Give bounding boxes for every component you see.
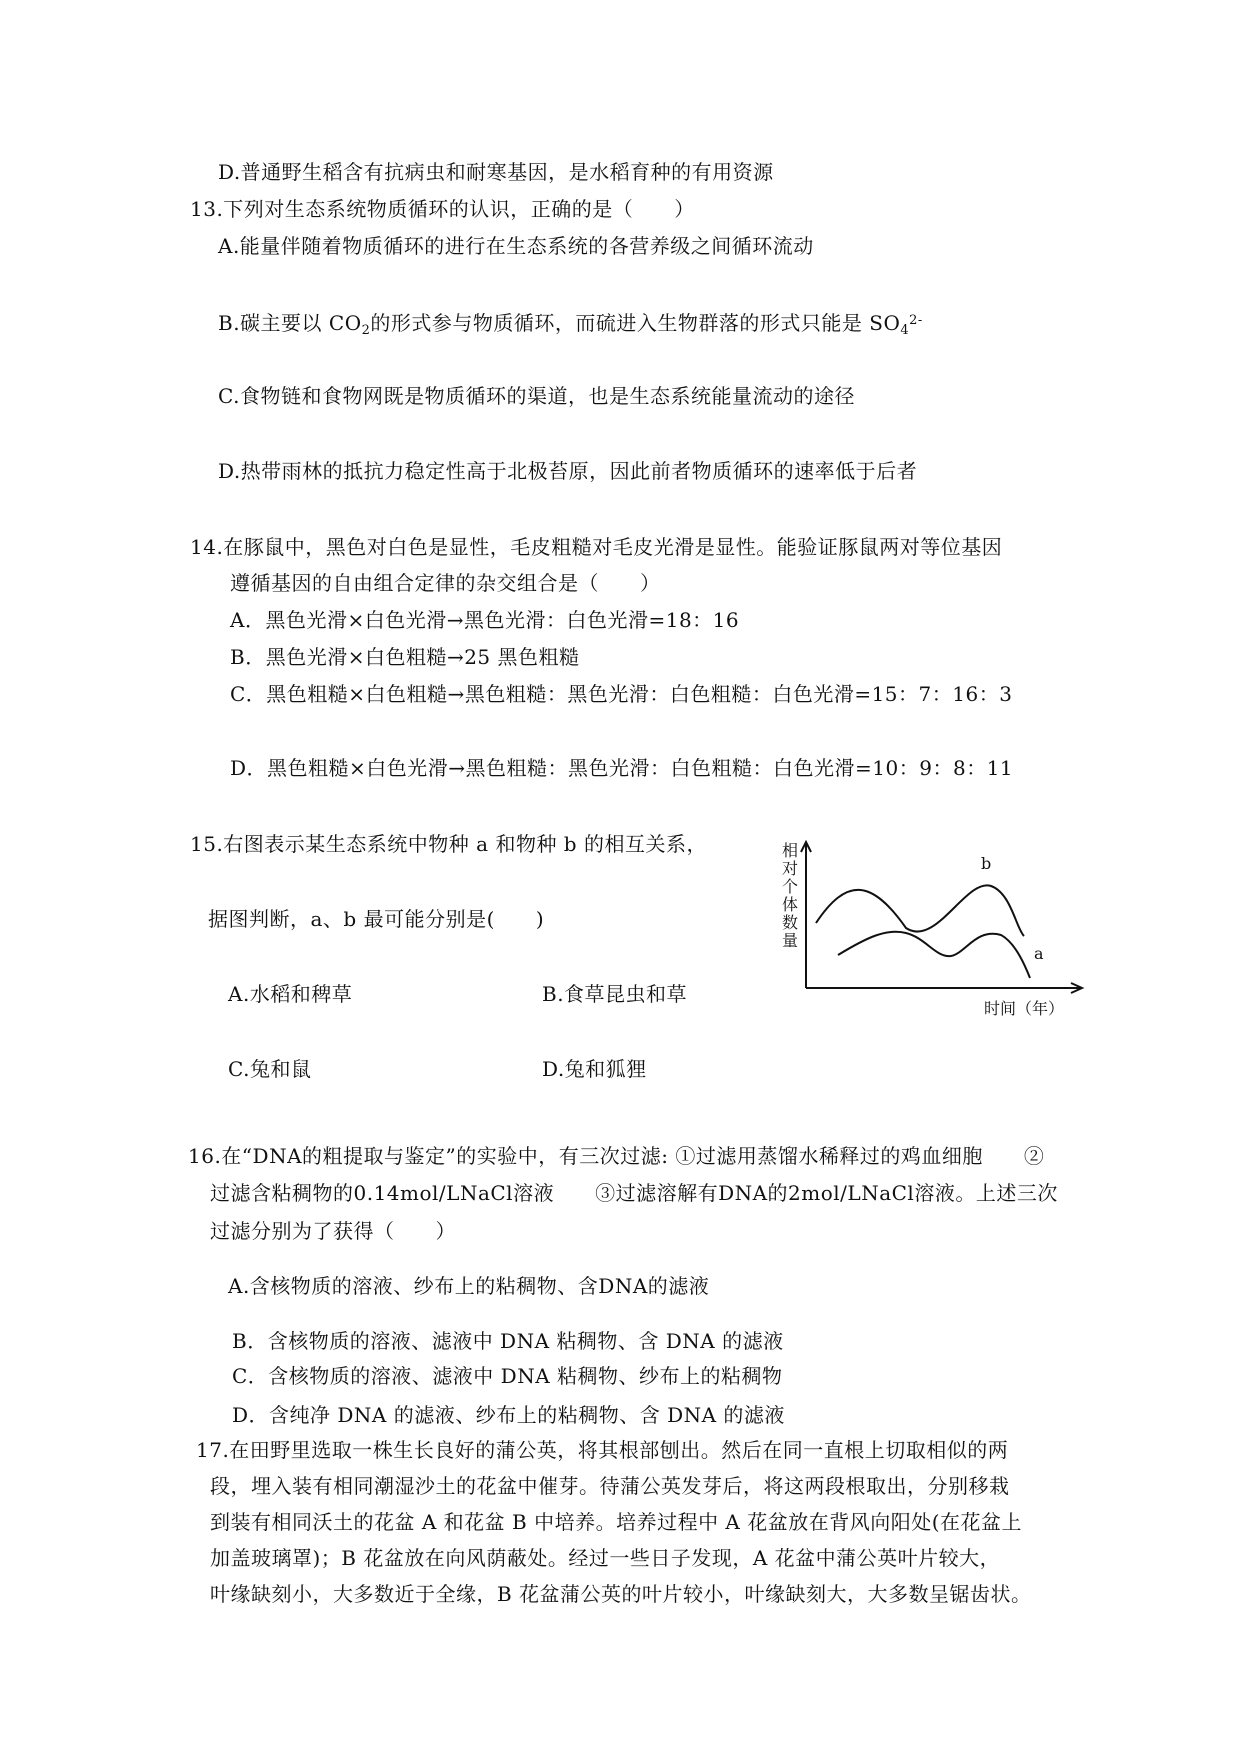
q17-line1: 17.在田野里选取一株生长良好的蒲公英，将其根部刨出。然后在同一直根上切取相似的两 — [196, 1438, 1009, 1462]
y-label-char: 体 — [782, 895, 799, 914]
q14-option-d: D．黑色粗糙×白色光滑→黑色粗糙：黑色光滑：白色粗糙：白色光滑=10：9：8：11 — [230, 756, 1014, 780]
q13-option-b — [218, 309, 923, 343]
q12-option-d: D.普通野生稻含有抗病虫和耐寒基因，是水稻育种的有用资源 — [218, 160, 774, 184]
q14-stem-line1: 14.在豚鼠中，黑色对白色是显性，毛皮粗糙对毛皮光滑是显性。能验证豚鼠两对等位基因 — [190, 535, 1003, 559]
curve-a — [838, 932, 1030, 978]
q13-b-mid: 的形式参与物质循环，而硫进入生物群落的形式只能是 SO — [370, 311, 901, 335]
q13-option-a: A.能量伴随着物质循环的进行在生态系统的各营养级之间循环流动 — [218, 234, 814, 258]
q13-b-sub: 2 — [361, 323, 371, 338]
q14-option-c: C．黑色粗糙×白色粗糙→黑色粗糙：黑色光滑：白色粗糙：白色光滑=15：7：16：3 — [230, 682, 1013, 706]
q14-stem-line2: 遵循基因的自由组合定律的杂交组合是（ ） — [230, 571, 661, 595]
q13-option-d: D.热带雨林的抵抗力稳定性高于北极苔原，因此前者物质循环的速率低于后者 — [218, 459, 918, 483]
q15-option-a: A.水稻和稗草 — [228, 982, 353, 1006]
q16-option-d: D．含纯净 DNA 的滤液、纱布上的粘稠物、含 DNA 的滤液 — [232, 1403, 785, 1427]
q13-b-sup: 2- — [909, 313, 923, 328]
q14-option-b: B．黑色光滑×白色粗糙→25 黑色粗糙 — [230, 645, 580, 669]
q17-line2: 段，埋入装有相同潮湿沙土的花盆中催芽。待蒲公英发芽后，将这两段根取出，分别移栽 — [210, 1474, 1010, 1498]
x-axis-label: 时间（年） — [984, 999, 1065, 1018]
q16-option-a: A.含核物质的溶液、纱布上的粘稠物、含DNA的滤液 — [228, 1274, 710, 1298]
q16-stem-line1: 16.在“DNA的粗提取与鉴定”的实验中，有三次过滤: ①过滤用蒸馏水稀释过的鸡血细胞 ② — [188, 1144, 1045, 1168]
curve-a-label: a — [1034, 944, 1044, 963]
y-label-char: 数 — [782, 913, 799, 932]
y-label-char: 对 — [782, 859, 799, 878]
q14-option-a: A．黑色光滑×白色光滑→黑色光滑：白色光滑=18：16 — [230, 608, 740, 632]
q15-option-d: D.兔和狐狸 — [542, 1057, 647, 1081]
population-curve-figure — [776, 838, 1096, 1018]
q15-option-b: B.食草昆虫和草 — [542, 982, 688, 1006]
curve-b-label: b — [981, 854, 992, 873]
y-axis-label — [782, 841, 798, 950]
q13-stem: 13.下列对生态系统物质循环的认识，正确的是（ ） — [190, 197, 695, 221]
q13-b-pre: B.碳主要以 CO — [218, 311, 362, 335]
q13-b-sub2: 4 — [900, 323, 910, 338]
y-label-char: 相 — [782, 841, 799, 860]
q16-option-c: C．含核物质的溶液、滤液中 DNA 粘稠物、纱布上的粘稠物 — [232, 1364, 783, 1388]
q16-stem-line3: 过滤分别为了获得（ ） — [210, 1219, 456, 1243]
y-label-char: 量 — [782, 931, 799, 950]
q15-option-c: C.兔和鼠 — [228, 1057, 312, 1081]
q17-line5: 叶缘缺刻小，大多数近于全缘，B 花盆蒲公英的叶片较小，叶缘缺刻大，大多数呈锯齿状。 — [210, 1582, 1032, 1606]
q17-line3: 到装有相同沃土的花盆 A 和花盆 B 中培养。培养过程中 A 花盆放在背风向阳处(在花盆上 — [210, 1510, 1023, 1534]
q16-stem-line2: 过滤含粘稠物的0.14mol/LNaCl溶液 ③过滤溶解有DNA的2mol/LNaCl溶液。上述三次 — [210, 1181, 1058, 1205]
q16-option-b: B．含核物质的溶液、滤液中 DNA 粘稠物、含 DNA 的滤液 — [232, 1329, 784, 1353]
q15-stem-line1: 15.右图表示某生态系统中物种 a 和物种 b 的相互关系， — [190, 832, 707, 856]
y-label-char: 个 — [782, 877, 799, 896]
q13-option-c: C.食物链和食物网既是物质循环的渠道，也是生态系统能量流动的途径 — [218, 384, 855, 408]
q15-stem-line2: 据图判断，a、b 最可能分别是( ) — [208, 907, 545, 931]
q17-line4: 加盖玻璃罩)；B 花盆放在向风荫蔽处。经过一些日子发现，A 花盆中蒲公英叶片较大， — [210, 1546, 1001, 1570]
curve-b — [816, 885, 1024, 936]
